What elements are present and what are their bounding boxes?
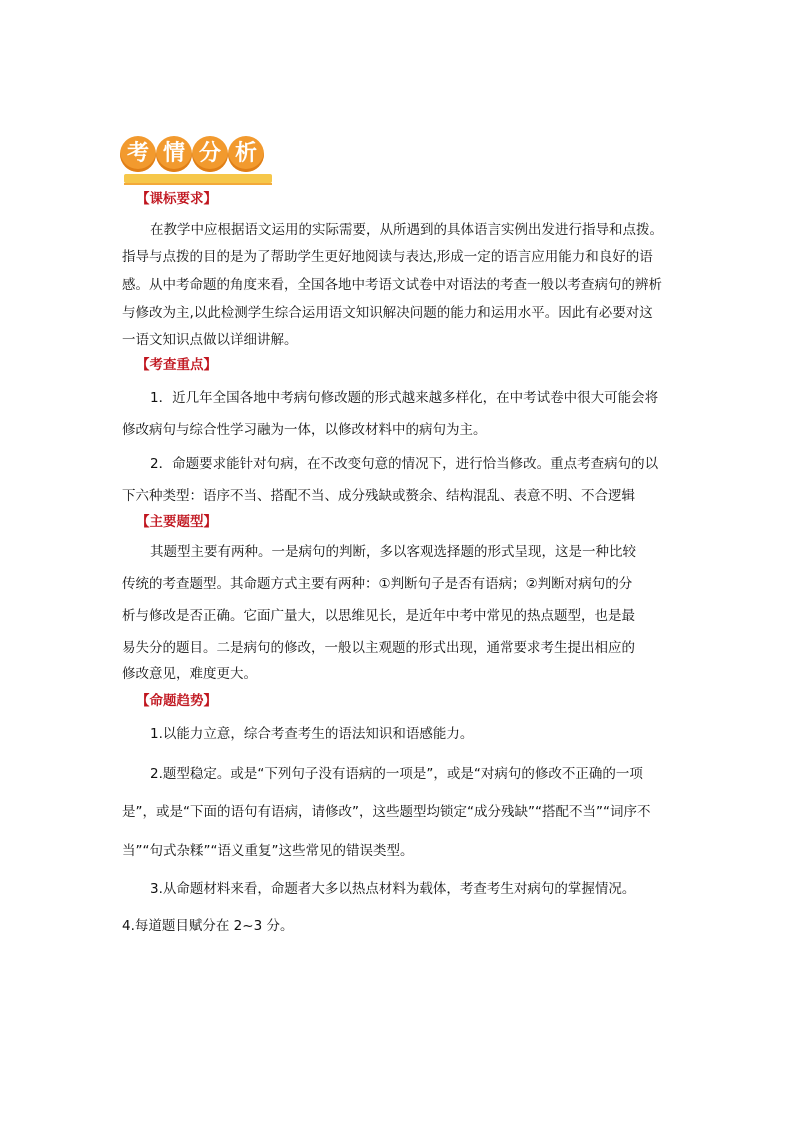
focus-line-3: 2．命题要求能针对句病，在不改变句意的情况下，进行恰当修改。重点考查病句的以 bbox=[150, 456, 659, 472]
section-title-trends: 【命题趋势】 bbox=[136, 693, 217, 709]
question-types-line-5: 修改意见，难度更大。 bbox=[122, 666, 257, 682]
section-title-question-types: 【主要题型】 bbox=[136, 514, 217, 530]
trends-line-4: 当”“句式杂糅”“语义重复”这些常见的错误类型。 bbox=[122, 843, 414, 859]
focus-line-2: 修改病句与综合性学习融为一体，以修改材料中的病句为主。 bbox=[122, 422, 487, 438]
trends-line-1: 1.以能力立意，综合考查考生的语法知识和语感能力。 bbox=[150, 726, 474, 742]
curriculum-line-5: 一语文知识点做以详细讲解。 bbox=[122, 332, 298, 348]
focus-line-1: 1．近几年全国各地中考病句修改题的形式越来越多样化，在中考试卷中很大可能会将 bbox=[150, 390, 659, 406]
curriculum-line-1: 在教学中应根据语文运用的实际需要，从所遇到的具体语言实例出发进行指导和点拨。 bbox=[150, 222, 663, 238]
banner-underline-shadow bbox=[124, 183, 272, 185]
section-title-curriculum: 【课标要求】 bbox=[136, 191, 217, 207]
banner-char-1: 考 bbox=[120, 136, 156, 172]
curriculum-line-3: 感。从中考命题的角度来看，全国各地中考语文试卷中对语法的考查一般以考查病句的辨析 bbox=[122, 277, 662, 293]
curriculum-line-4: 与修改为主,以此检测学生综合运用语文知识解决问题的能力和运用水平。因此有必要对这 bbox=[122, 305, 653, 321]
banner-char-2: 情 bbox=[156, 136, 192, 172]
trends-line-5: 3.从命题材料来看，命题者大多以热点材料为载体，考查考生对病句的掌握情况。 bbox=[150, 881, 636, 897]
question-types-line-4: 易失分的题目。二是病句的修改，一般以主观题的形式出现，通常要求考生提出相应的 bbox=[122, 640, 635, 656]
banner-char-3: 分 bbox=[192, 136, 228, 172]
trends-line-6: 4.每道题目赋分在 2~3 分。 bbox=[122, 918, 294, 934]
trends-line-2: 2.题型稳定。或是“下列句子没有语病的一项是”，或是“对病句的修改不正确的一项 bbox=[150, 766, 643, 782]
question-types-line-2: 传统的考查题型。其命题方式主要有两种：①判断句子是否有语病；②判断对病句的分 bbox=[122, 576, 633, 592]
section-title-focus: 【考查重点】 bbox=[136, 357, 217, 373]
curriculum-line-2: 指导与点拨的目的是为了帮助学生更好地阅读与表达,形成一定的语言应用能力和良好的语 bbox=[122, 249, 653, 265]
banner-underline bbox=[124, 174, 272, 183]
question-types-line-3: 析与修改是否正确。它面广量大，以思维见长，是近年中考中常见的热点题型，也是最 bbox=[122, 608, 635, 624]
question-types-line-1: 其题型主要有两种。一是病句的判断，多以客观选择题的形式呈现，这是一种比较 bbox=[150, 544, 636, 560]
focus-line-4: 下六种类型：语序不当、搭配不当、成分残缺或赘余、结构混乱、表意不明、不合逻辑 bbox=[122, 488, 635, 504]
trends-line-3: 是”，或是“下面的语句有语病，请修改”，这些题型均锁定“成分残缺”“搭配不当”“词序不 bbox=[122, 804, 651, 820]
analysis-banner bbox=[120, 134, 280, 186]
banner-char-4: 析 bbox=[228, 136, 264, 172]
